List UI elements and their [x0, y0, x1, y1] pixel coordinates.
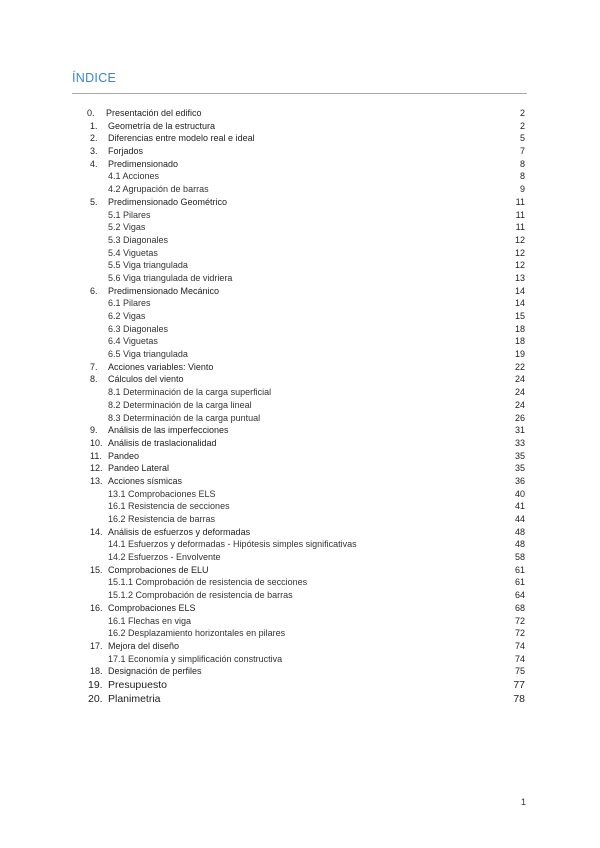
- toc-entry[interactable]: [0, 424, 600, 437]
- toc-entry-label: 6.3 Diagonales: [108, 323, 169, 334]
- page-title: ÍNDICE: [72, 71, 117, 85]
- page-number: 1: [521, 797, 527, 807]
- toc-entry-page: 24: [514, 374, 525, 385]
- toc-entry-page: 36: [514, 475, 525, 486]
- toc-entry-page: 61: [514, 577, 525, 588]
- toc-entry-page: 72: [514, 615, 525, 626]
- toc-entry-label: 16.1 Flechas en viga: [108, 615, 192, 626]
- toc-entry-number: 13.: [90, 475, 103, 486]
- toc-entry-page: 78: [513, 692, 525, 705]
- toc-entry[interactable]: [0, 564, 600, 577]
- toc-entry[interactable]: [0, 462, 600, 475]
- toc-entry[interactable]: [0, 272, 600, 285]
- toc-entry[interactable]: [0, 475, 600, 488]
- toc-entry-label: 6.1 Pilares: [108, 298, 151, 309]
- toc-entry-number: 8.: [90, 374, 98, 385]
- toc-entry-label: Análisis de traslacionalidad: [108, 437, 217, 448]
- toc-entry[interactable]: [0, 602, 600, 615]
- toc-entry-label: Acciones variables: Viento: [108, 361, 214, 372]
- toc-entry-page: 11: [515, 209, 525, 220]
- toc-entry[interactable]: [0, 653, 600, 666]
- toc-entry-page: 74: [514, 653, 525, 664]
- toc-entry-page: 18: [514, 336, 525, 347]
- toc-entry-page: 11: [515, 222, 525, 233]
- toc-entry-page: 77: [513, 678, 525, 691]
- toc-entry-label: Predimensionado Geométrico: [108, 196, 228, 207]
- table-of-contents: [0, 107, 600, 706]
- toc-entry-page: 64: [514, 590, 525, 601]
- toc-entry-page: 68: [514, 602, 525, 613]
- toc-entry[interactable]: [0, 183, 600, 196]
- toc-entry[interactable]: [0, 589, 600, 602]
- toc-entry-label: 5.6 Viga triangulada de vidriera: [108, 272, 233, 283]
- toc-entry-number: 14.: [90, 526, 103, 537]
- toc-entry-page: 48: [514, 539, 525, 550]
- toc-entry-page: 61: [514, 564, 525, 575]
- toc-entry-label: Acciones sísmicas: [108, 475, 183, 486]
- toc-entry-page: 22: [514, 361, 525, 372]
- toc-entry-page: 74: [514, 640, 525, 651]
- toc-entry[interactable]: [0, 285, 600, 298]
- toc-entry[interactable]: [0, 399, 600, 412]
- toc-entry[interactable]: [0, 450, 600, 463]
- toc-entry[interactable]: [0, 500, 600, 513]
- toc-entry-number: 1.: [90, 120, 98, 131]
- toc-entry-label: Pandeo: [108, 450, 140, 461]
- toc-entry-page: 13: [514, 272, 525, 283]
- toc-entry-page: 35: [514, 450, 525, 461]
- toc-entry[interactable]: [0, 247, 600, 260]
- toc-entry-number: 6.: [90, 285, 98, 296]
- toc-entry-page: 40: [514, 488, 525, 499]
- toc-entry[interactable]: [0, 335, 600, 348]
- toc-entry-page: 5: [519, 133, 525, 144]
- toc-entry-label: 6.5 Viga triangulada: [108, 349, 188, 360]
- toc-entry-label: Cálculos del viento: [108, 374, 184, 385]
- toc-entry[interactable]: [0, 297, 600, 310]
- toc-entry-page: 11: [515, 196, 525, 207]
- toc-entry-label: Diferencias entre modelo real e ideal: [108, 133, 255, 144]
- toc-entry-number: 19.: [88, 678, 103, 691]
- toc-entry-page: 9: [519, 184, 525, 195]
- toc-entry-label: 16.2 Resistencia de barras: [108, 514, 216, 524]
- toc-entry-label: 17.1 Economía y simplificación constructiva: [108, 653, 283, 664]
- toc-entry-label: Designación de perfiles: [108, 666, 202, 677]
- toc-entry[interactable]: [0, 576, 600, 589]
- toc-entry-label: 14.1 Esfuerzos y deformadas - Hipótesis simples significativas: [108, 539, 357, 550]
- toc-entry[interactable]: [0, 196, 600, 209]
- toc-entry-label: Análisis de esfuerzos y deformadas: [108, 526, 251, 537]
- toc-entry-page: 18: [514, 323, 525, 334]
- toc-entry[interactable]: [0, 373, 600, 386]
- toc-entry-page: 44: [514, 514, 525, 524]
- toc-entry-number: 20.: [88, 692, 103, 705]
- toc-entry[interactable]: [0, 145, 600, 158]
- toc-entry-label: 15.1.2 Comprobación de resistencia de barras: [108, 590, 293, 601]
- toc-entry-label: 4.2 Agrupación de barras: [108, 184, 209, 195]
- toc-entry-page: 15: [514, 311, 525, 321]
- toc-entry[interactable]: [0, 412, 600, 425]
- toc-entry-page: 41: [514, 501, 525, 512]
- toc-entry-page: 12: [514, 260, 525, 271]
- toc-entry-label: 16.2 Desplazamiento horizontales en pilares: [108, 628, 286, 639]
- toc-entry-label: 8.1 Determinación de la carga superficial: [108, 387, 272, 398]
- toc-entry[interactable]: [0, 361, 600, 374]
- title-divider: [72, 93, 527, 94]
- toc-entry-label: 6.4 Viguetas: [108, 336, 158, 347]
- toc-entry-page: 24: [514, 387, 525, 398]
- toc-entry-label: Comprobaciones de ELU: [108, 564, 209, 575]
- toc-entry[interactable]: [0, 209, 600, 222]
- toc-entry-page: 31: [514, 425, 525, 436]
- toc-entry[interactable]: [0, 310, 600, 323]
- toc-entry-number: 18.: [90, 666, 103, 677]
- toc-entry-number: 5.: [90, 196, 98, 207]
- toc-entry-label: Presupuesto: [108, 678, 167, 691]
- toc-entry[interactable]: [0, 170, 600, 183]
- toc-entry-page: 14: [514, 298, 525, 309]
- toc-entry-page: 8: [519, 158, 525, 169]
- toc-entry[interactable]: [0, 640, 600, 653]
- toc-entry[interactable]: [0, 692, 600, 706]
- toc-entry-label: 13.1 Comprobaciones ELS: [108, 488, 216, 499]
- toc-entry-page: 19: [514, 349, 525, 360]
- toc-entry-number: 4.: [90, 158, 98, 169]
- toc-entry-page: 12: [514, 234, 525, 245]
- toc-entry-page: 12: [514, 247, 525, 258]
- toc-entry-number: 9.: [90, 425, 98, 436]
- toc-entry[interactable]: [0, 221, 600, 234]
- toc-entry-number: 12.: [90, 463, 103, 474]
- toc-entry[interactable]: [0, 323, 600, 336]
- toc-entry-label: Planimetria: [108, 692, 161, 705]
- toc-entry-label: 16.1 Resistencia de secciones: [108, 501, 230, 512]
- toc-entry-page: 14: [514, 285, 525, 296]
- toc-entry-page: 2: [519, 120, 525, 131]
- toc-entry-label: 5.4 Viguetas: [108, 247, 158, 258]
- toc-entry-number: 2.: [90, 133, 98, 144]
- toc-entry-number: 17.: [90, 640, 103, 651]
- toc-entry-label: Mejora del diseño: [108, 640, 180, 651]
- toc-entry-label: Análisis de las imperfecciones: [108, 425, 229, 436]
- toc-entry-label: 5.3 Diagonales: [108, 234, 169, 245]
- toc-entry[interactable]: [0, 513, 600, 526]
- toc-entry[interactable]: [0, 526, 600, 539]
- toc-entry-label: Predimensionado: [108, 158, 179, 169]
- toc-entry-number: 15.: [90, 564, 103, 575]
- toc-entry[interactable]: [0, 665, 600, 678]
- toc-entry[interactable]: [0, 259, 600, 272]
- toc-entry[interactable]: [0, 348, 600, 361]
- toc-entry[interactable]: [0, 627, 600, 640]
- toc-entry-label: 8.3 Determinación de la carga puntual: [108, 412, 261, 423]
- toc-entry-page: 35: [514, 463, 525, 474]
- toc-entry-label: 5.2 Vigas: [108, 222, 146, 233]
- toc-entry-label: Forjados: [108, 146, 144, 157]
- toc-entry-label: Geometría de la estructura: [108, 120, 216, 131]
- toc-entry-label: Predimensionado Mecánico: [108, 285, 220, 296]
- toc-entry-label: 14.2 Esfuerzos - Envolvente: [108, 552, 221, 563]
- toc-entry-page: 72: [514, 628, 525, 639]
- toc-entry[interactable]: [0, 488, 600, 501]
- toc-entry[interactable]: [0, 107, 600, 120]
- toc-entry[interactable]: [0, 615, 600, 628]
- toc-entry-number: 0.: [87, 108, 95, 118]
- toc-entry-label: 15.1.1 Comprobación de resistencia de secciones: [108, 577, 308, 588]
- toc-entry-page: 2: [519, 108, 525, 118]
- toc-entry-label: 5.1 Pilares: [108, 209, 151, 220]
- toc-entry-number: 3.: [90, 146, 98, 157]
- toc-entry-number: 11.: [90, 450, 102, 461]
- toc-entry-label: 5.5 Viga triangulada: [108, 260, 188, 271]
- toc-entry-label: Presentación del edifico: [106, 108, 202, 118]
- toc-entry-label: Comprobaciones ELS: [108, 602, 196, 613]
- toc-entry[interactable]: [0, 437, 600, 450]
- toc-entry-label: 6.2 Vigas: [108, 311, 146, 321]
- toc-entry[interactable]: [0, 386, 600, 399]
- toc-entry[interactable]: [0, 551, 600, 564]
- toc-entry-page: 33: [514, 437, 525, 448]
- toc-entry-page: 7: [519, 146, 525, 157]
- toc-entry-number: 7.: [90, 361, 98, 372]
- toc-entry-number: 10.: [90, 437, 103, 448]
- toc-entry[interactable]: [0, 678, 600, 692]
- toc-entry-page: 8: [519, 171, 525, 182]
- toc-entry-page: 26: [514, 412, 525, 423]
- toc-entry-number: 16.: [90, 602, 103, 613]
- toc-entry[interactable]: [0, 158, 600, 171]
- toc-entry-label: 8.2 Determinación de la carga lineal: [108, 399, 252, 410]
- toc-entry-page: 24: [514, 399, 525, 410]
- toc-entry-page: 58: [514, 552, 525, 563]
- toc-entry[interactable]: [0, 538, 600, 551]
- toc-entry-page: 75: [514, 666, 525, 677]
- toc-entry[interactable]: [0, 234, 600, 247]
- toc-entry[interactable]: [0, 132, 600, 145]
- toc-entry[interactable]: [0, 120, 600, 133]
- toc-entry-label: 4.1 Acciones: [108, 171, 160, 182]
- toc-entry-label: Pandeo Lateral: [108, 463, 170, 474]
- toc-entry-page: 48: [514, 526, 525, 537]
